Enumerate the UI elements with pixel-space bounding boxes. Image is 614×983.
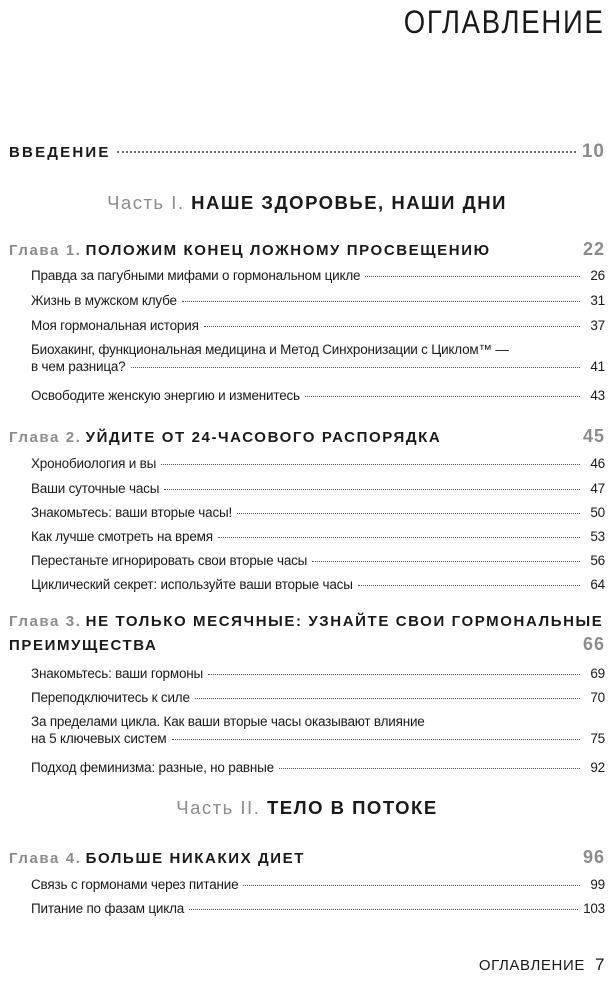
entry-title: ВВЕДЕНИЕ [9, 144, 111, 161]
section-title: Жизнь в мужском клубе [31, 293, 177, 308]
chapter-label: Глава 1. [9, 242, 82, 259]
chapter-1-heading[interactable] [9, 239, 605, 260]
toc-section[interactable] [31, 690, 605, 705]
toc-section[interactable] [31, 577, 605, 592]
chapter-4-heading[interactable] [9, 847, 605, 868]
toc-section[interactable] [31, 505, 605, 520]
section-title: Моя гормональная история [31, 318, 199, 333]
toc-section[interactable] [31, 268, 605, 283]
section-title: Хронобиология и вы [31, 456, 157, 471]
section-title: Связь с гормонами через питание [31, 877, 239, 892]
section-title: Подход феминизма: разные, но равные [31, 760, 274, 775]
page-number: 70 [590, 690, 605, 705]
chapter-2-heading[interactable] [9, 426, 605, 447]
chapter-label: Глава 4. [9, 850, 82, 867]
chapter-title: БОЛЬШЕ НИКАКИХ ДИЕТ [85, 850, 306, 867]
page-number: 56 [590, 553, 605, 568]
toc-section[interactable] [31, 481, 605, 496]
chapter-label: Глава 3. [9, 613, 82, 630]
dot-leader [237, 513, 580, 514]
section-title: Правда за пагубными мифами о гормональном цикле [31, 268, 361, 283]
dot-leader [312, 561, 580, 562]
dot-leader [204, 326, 580, 327]
dot-leader [195, 698, 580, 699]
part-title: НАШЕ ЗДОРОВЬЕ, НАШИ ДНИ [191, 192, 507, 213]
section-title: Питание по фазам цикла [31, 901, 185, 916]
footer-page-number: 7 [594, 955, 605, 974]
footer-label: ОГЛАВЛЕНИЕ [478, 957, 585, 974]
chapter-title: ПОЛОЖИМ КОНЕЦ ЛОЖНОМУ ПРОСВЕЩЕНИЮ [85, 242, 491, 259]
chapter-title-line-2: ПРЕИМУЩЕСТВА [9, 637, 158, 654]
toc-section[interactable] [31, 293, 605, 308]
page-number: 103 [583, 901, 605, 916]
dot-leader [208, 674, 580, 675]
page-number: 37 [590, 318, 605, 333]
toc-section[interactable] [31, 714, 605, 746]
page-number: 99 [590, 877, 605, 892]
dot-leader [117, 151, 576, 153]
page-number: 53 [590, 529, 605, 544]
toc-section[interactable] [31, 318, 605, 333]
toc-section[interactable] [31, 456, 605, 471]
page-number: 47 [590, 481, 605, 496]
page-number: 66 [582, 634, 605, 654]
page-number: 10 [581, 141, 605, 162]
section-title: Знакомьтесь: ваши гормоны [31, 666, 204, 681]
toc-section[interactable] [31, 877, 605, 892]
page-number: 64 [590, 577, 605, 592]
page-number: 45 [582, 426, 605, 446]
section-title: на 5 ключевых систем [31, 731, 167, 746]
section-title: Переподключитесь к силе [31, 690, 190, 705]
dot-leader [164, 489, 580, 490]
toc-section[interactable] [31, 342, 605, 374]
page-number: 92 [590, 760, 605, 775]
part-number: Часть I. [107, 192, 185, 213]
section-title: Перестаньте игнорировать свои вторые часы [31, 553, 308, 568]
dot-leader [182, 301, 580, 302]
dot-leader [243, 885, 580, 886]
page-number: 31 [590, 293, 605, 308]
toc-section[interactable] [31, 901, 605, 916]
dot-leader [365, 276, 580, 277]
dot-leader [358, 585, 580, 586]
page-number: 75 [590, 731, 605, 746]
dot-leader [161, 464, 580, 465]
chapter-3-heading[interactable] [9, 613, 605, 655]
dot-leader [189, 909, 578, 910]
toc-section[interactable] [31, 388, 605, 403]
page-number: 43 [590, 388, 605, 403]
section-title: Циклический секрет: используйте ваши вторые часы [31, 577, 353, 592]
dot-leader [131, 367, 581, 368]
part-heading-1 [0, 192, 614, 214]
section-title-line-1: За пределами цикла. Как ваши вторые часы оказывают влияние [31, 714, 425, 729]
chapter-label: Глава 2. [9, 429, 82, 446]
page-number: 22 [582, 239, 605, 259]
page-number: 50 [590, 505, 605, 520]
chapter-title: УЙДИТЕ ОТ 24-ЧАСОВОГО РАСПОРЯДКА [85, 429, 442, 446]
toc-section[interactable] [31, 760, 605, 775]
section-title: Как лучше смотреть на время [31, 529, 213, 544]
page-number: 69 [590, 666, 605, 681]
part-number: Часть II. [176, 797, 261, 818]
toc-section[interactable] [31, 529, 605, 544]
page-number: 96 [582, 847, 605, 867]
page-number: 46 [590, 456, 605, 471]
section-title: Освободите женскую энергию и изменитесь [31, 388, 300, 403]
section-title-line-1: Биохакинг, функциональная медицина и Метод Синхронизации с Циклом™ — [31, 342, 509, 357]
dot-leader [305, 396, 580, 397]
page-title: ОГЛАВЛЕНИЕ [404, 4, 605, 40]
part-heading-2 [0, 797, 614, 819]
chapter-title-line-1: НЕ ТОЛЬКО МЕСЯЧНЫЕ: УЗНАЙТЕ СВОИ ГОРМОНАЛЬНЫЕ [85, 613, 604, 630]
section-title: в чем разница? [31, 359, 126, 374]
section-title: Знакомьтесь: ваши вторые часы! [31, 505, 233, 520]
toc-section[interactable] [31, 553, 605, 568]
dot-leader [279, 768, 580, 769]
page-number: 26 [590, 268, 605, 283]
dot-leader [218, 537, 580, 538]
section-title: Ваши суточные часы [31, 481, 160, 496]
part-title: ТЕЛО В ПОТОКЕ [266, 797, 438, 818]
toc-entry-introduction[interactable] [9, 141, 605, 163]
dot-leader [172, 739, 580, 740]
toc-section[interactable] [31, 666, 605, 681]
page-footer [479, 955, 605, 975]
page-number: 41 [590, 359, 605, 374]
